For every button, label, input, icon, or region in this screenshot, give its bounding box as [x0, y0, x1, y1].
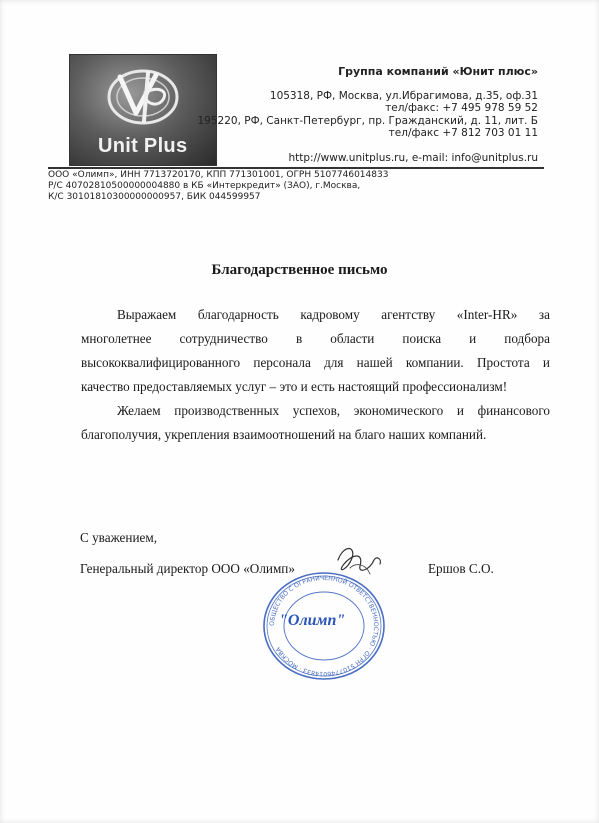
paragraph-1-line-1: Выражаем благодарность кадровому агентству «Inter-HR» за [117, 307, 550, 322]
header-divider [48, 167, 544, 169]
paragraph-2-line-1: Желаем производственных успехов, экономического и финансового [117, 403, 550, 418]
letter-title: Благодарственное письмо [211, 262, 388, 278]
website-email: http://www.unitplus.ru, e-mail: info@unitplus.ru [288, 152, 538, 164]
address-spb: 195220, РФ, Санкт-Петербург, пр. Гражданский, д. 11, лит. Б [197, 115, 538, 127]
requisites-line-2: Р/С 40702810500000004880 в КБ «Интеркредит» (ЗАО), г.Москва, [48, 181, 361, 191]
tel-moscow: тел/факс: +7 495 978 59 52 [385, 102, 538, 114]
stamp-center-text: "Олимп" [279, 612, 346, 629]
unit-plus-logo [69, 54, 217, 166]
address-moscow: 105318, РФ, Москва, ул.Ибрагимова, д.35, оф.31 [269, 90, 538, 102]
tel-spb: тел/факс +7 812 703 01 11 [388, 127, 538, 139]
handwritten-signature [330, 540, 390, 580]
signer-name: Ершов С.О. [428, 561, 494, 576]
paragraph-1-line-4: качество предоставляемых услуг – это и есть настоящий профессионализм! [81, 379, 508, 394]
stamp-ring-text: ОБЩЕСТВО С ОГРАНИЧЕННОЙ ОТВЕТСТВЕННОСТЬЮ · ОГРН 5107746014833 · МОСКВА [268, 574, 380, 678]
requisites-line-3: К/С 30101810300000000957, БИК 044599957 [48, 192, 261, 202]
signer-position: Генеральный директор ООО «Олимп» [80, 561, 295, 576]
paragraph-2-line-2: благополучия, укрепления взаимоотношений на благо наших компаний. [81, 427, 487, 442]
group-name: Группа компаний «Юнит плюс» [338, 65, 538, 78]
closing-regards: С уважением, [80, 530, 157, 545]
requisites-line-1: ООО «Олимп», ИНН 7713720170, КПП 771301001, ОГРН 5107746014833 [48, 170, 389, 180]
paragraph-1-line-3: высококвалифицированного персонала для нашей компании. Простота и [81, 355, 550, 370]
paragraph-1-line-2: многолетнее сотрудничество в области поиска и подбора [81, 331, 550, 346]
logo-text: Unit Plus [98, 135, 188, 157]
